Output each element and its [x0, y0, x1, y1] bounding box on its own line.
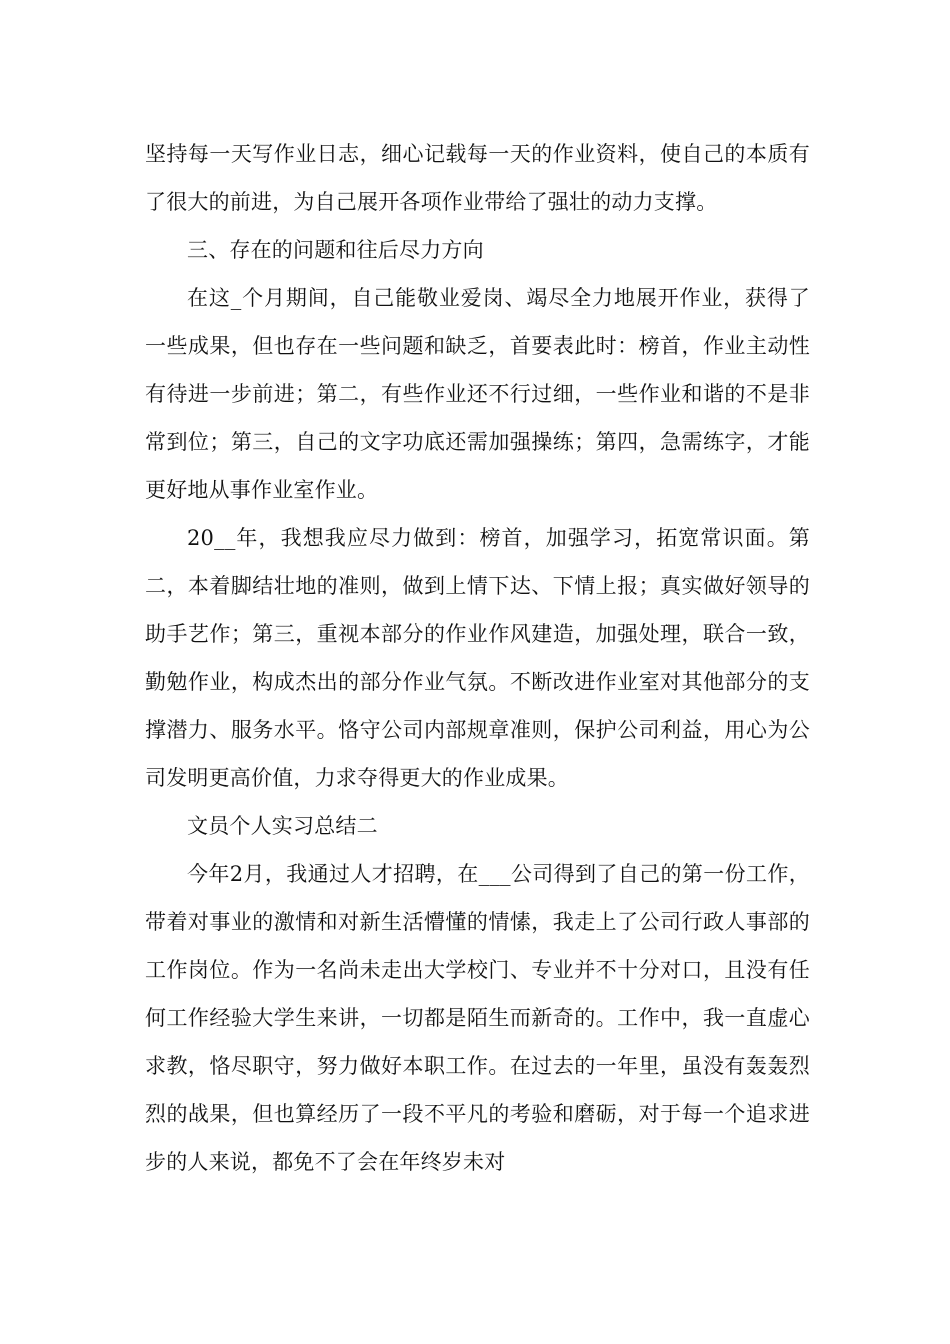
document-body — [145, 130, 810, 1186]
paragraph-internship-start: 今年2月，我通过人才招聘，在___公司得到了自己的第一份工作，带着对事业的激情和对新生活懵懂的情愫，我走上了公司行政人事部的工作岗位。作为一名尚未走出大学校门、专业并不十分对口，且没有任何工作经验大学生来讲，一切都是陌生而新奇的。工作中，我一直虚心求教，恪尽职守，努力做好本职工作。在过去的一年里，虽没有轰轰烈烈的战果，但也算经历了一段不平凡的考验和磨砺，对于每一个追求进步的人来说，都免不了会在年终岁未对 — [145, 862, 810, 1174]
section-heading-summary-two: 文员个人实习总结二 — [187, 814, 378, 838]
paragraph-work-log: 坚持每一天写作业日志，细心记载每一天的作业资料，使自己的本质有了很大的前进，为自己展开各项作业带给了强壮的动力支撑。 — [145, 142, 810, 214]
section-heading-problems-direction: 三、存在的问题和往后尽力方向 — [187, 238, 484, 262]
paragraph-problems: 在这_个月期间，自己能敬业爱岗、竭尽全力地展开作业，获得了一些成果，但也存在一些问题和缺乏，首要表此时：榜首，作业主动性有待进一步前进；第二，有些作业还不行过细，一些作业和谐的不是非常到位；第三，自己的文字功底还需加强操练；第四，急需练字，才能更好地从事作业室作业。 — [145, 286, 810, 502]
paragraph-next-year-plan: 20__年，我想我应尽力做到：榜首，加强学习，拓宽常识面。第二，本着脚结壮地的准则，做到上情下达、下情上报；真实做好领导的助手艺作；第三，重视本部分的作业作风建造，加强处理，联合一致，勤勉作业，构成杰出的部分作业气氛。不断改进作业室对其他部分的支撑潜力、服务水平。恪守公司内部规章准则，保护公司利益，用心为公司发明更高价值，力求夺得更大的作业成果。 — [145, 526, 810, 790]
